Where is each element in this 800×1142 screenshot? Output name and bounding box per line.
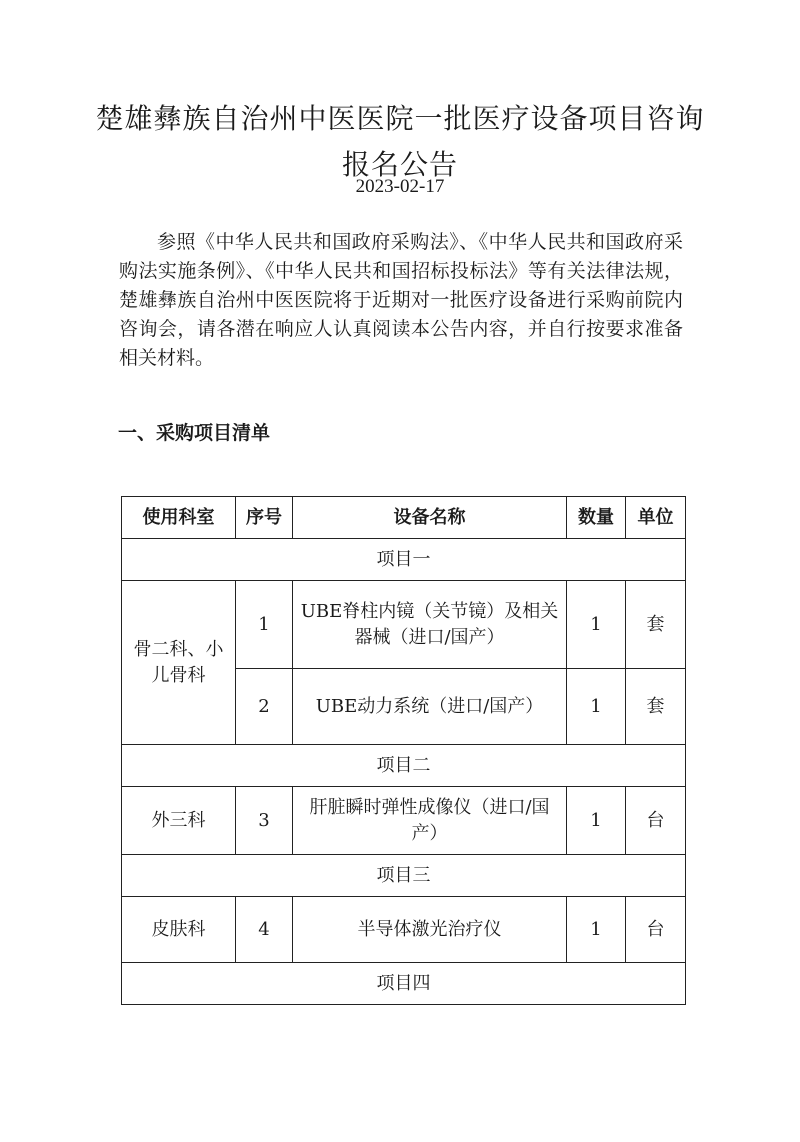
quantity-cell: 1 [567,787,626,855]
table-row [122,581,686,669]
project-row [122,963,686,1005]
project-row [122,539,686,581]
project-label: 项目二 [122,745,686,787]
department-cell: 外三科 [122,787,236,855]
project-row [122,745,686,787]
page-title: 楚雄彝族自治州中医医院一批医疗设备项目咨询报名公告 [95,102,705,181]
table-row [122,787,686,855]
unit-cell: 套 [626,669,686,745]
unit-cell: 套 [626,581,686,669]
department-cell: 骨二科、小儿骨科 [122,581,236,745]
header-quantity: 数量 [567,497,626,539]
publish-date: 2023-02-17 [355,176,445,197]
table-row [122,897,686,963]
unit-cell: 台 [626,897,686,963]
number-cell: 2 [236,669,293,745]
number-cell: 4 [236,897,293,963]
equipment-name-cell: UBE动力系统（进口/国产） [293,669,567,745]
procurement-table [121,496,686,1005]
equipment-name-cell: 半导体激光治疗仪 [293,897,567,963]
table-header-row [122,497,686,539]
project-label: 项目一 [122,539,686,581]
project-label: 项目三 [122,855,686,897]
department-cell: 皮肤科 [122,897,236,963]
intro-paragraph: 参照《中华人民共和国政府采购法》、《中华人民共和国政府采购法实施条例》、《中华人民共和国招标投标法》等有关法律法规，楚雄彝族自治州中医医院将于近期对一批医疗设备进行采购前院内咨询会，请各潜在响应人认真阅读本公告内容，并自行按要求准备相关材料。 [119,231,683,369]
equipment-name-cell: 肝脏瞬时弹性成像仪（进口/国产） [293,787,567,855]
header-unit: 单位 [626,497,686,539]
quantity-cell: 1 [567,897,626,963]
header-equipment-name: 设备名称 [293,497,567,539]
quantity-cell: 1 [567,669,626,745]
quantity-cell: 1 [567,581,626,669]
unit-cell: 台 [626,787,686,855]
project-row [122,855,686,897]
section-heading-procurement-list: 一、采购项目清单 [118,422,271,444]
number-cell: 3 [236,787,293,855]
project-label: 项目四 [122,963,686,1005]
number-cell: 1 [236,581,293,669]
header-number: 序号 [236,497,293,539]
equipment-name-cell: UBE脊柱内镜（关节镜）及相关器械（进口/国产） [293,581,567,669]
header-department: 使用科室 [122,497,236,539]
